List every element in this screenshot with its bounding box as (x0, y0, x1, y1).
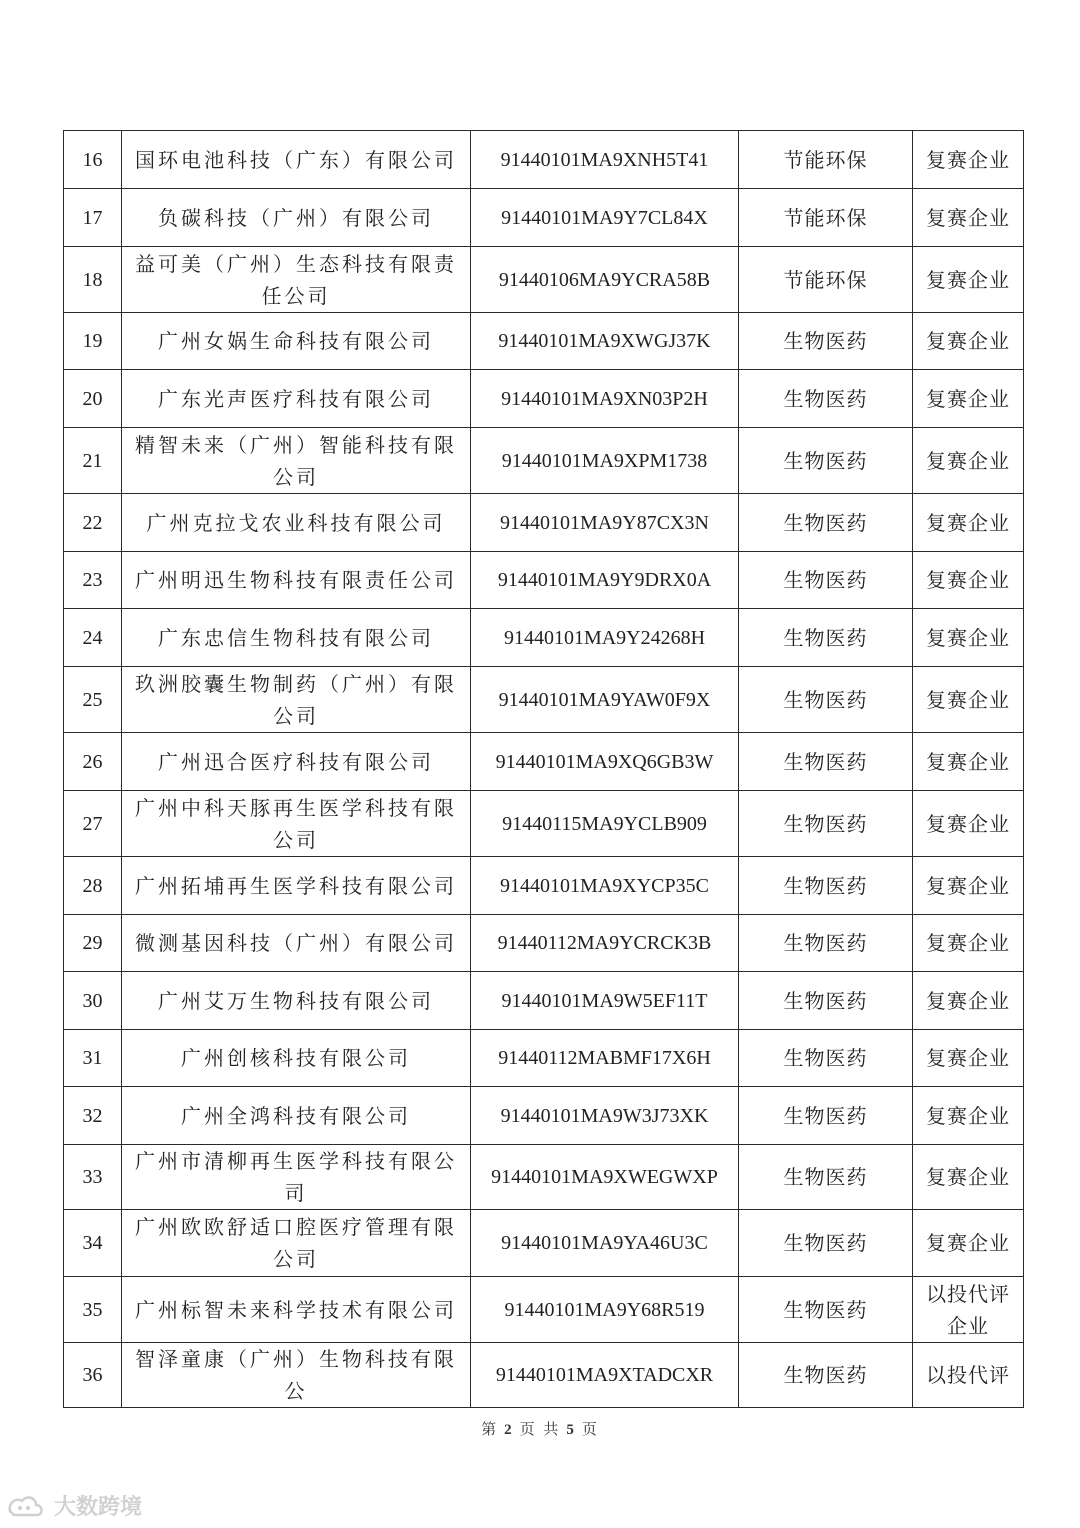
industry-field: 生物医药 (739, 1277, 913, 1343)
footer-prefix: 第 (481, 1420, 499, 1438)
company-name: 广州女娲生命科技有限公司 (122, 313, 471, 370)
industry-field: 生物医药 (739, 370, 913, 428)
status-cell: 复赛企业 (913, 428, 1024, 494)
company-name: 广州中科天豚再生医学科技有限公司 (122, 791, 471, 857)
credit-code: 91440101MA9Y87CX3N (471, 494, 739, 552)
credit-code: 91440101MA9YA46U3C (471, 1210, 739, 1277)
table-row (64, 972, 1024, 1030)
status-cell: 复赛企业 (913, 1087, 1024, 1145)
table-row (64, 1087, 1024, 1145)
row-number: 30 (64, 972, 122, 1030)
row-number: 25 (64, 667, 122, 733)
industry-field: 生物医药 (739, 494, 913, 552)
row-number: 36 (64, 1343, 122, 1408)
status-cell: 复赛企业 (913, 189, 1024, 247)
company-name: 广州创核科技有限公司 (122, 1030, 471, 1087)
company-name: 精智未来（广州）智能科技有限公司 (122, 428, 471, 494)
row-number: 18 (64, 247, 122, 313)
industry-field: 生物医药 (739, 857, 913, 915)
row-number: 17 (64, 189, 122, 247)
credit-code: 91440101MA9XPM1738 (471, 428, 739, 494)
credit-code: 91440101MA9YAW0F9X (471, 667, 739, 733)
row-number: 28 (64, 857, 122, 915)
credit-code: 91440101MA9W5EF11T (471, 972, 739, 1030)
status-cell: 复赛企业 (913, 857, 1024, 915)
row-number: 22 (64, 494, 122, 552)
row-number: 27 (64, 791, 122, 857)
status-cell: 复赛企业 (913, 1145, 1024, 1210)
industry-field: 生物医药 (739, 915, 913, 972)
status-cell: 复赛企业 (913, 609, 1024, 667)
table-row (64, 370, 1024, 428)
industry-field: 生物医药 (739, 1030, 913, 1087)
table-row (64, 1210, 1024, 1277)
credit-code: 91440101MA9XN03P2H (471, 370, 739, 428)
status-cell: 复赛企业 (913, 915, 1024, 972)
row-number: 32 (64, 1087, 122, 1145)
credit-code: 91440101MA9Y7CL84X (471, 189, 739, 247)
company-name: 负碳科技（广州）有限公司 (122, 189, 471, 247)
industry-field: 生物医药 (739, 1343, 913, 1408)
table-row (64, 247, 1024, 313)
credit-code: 91440101MA9XWGJ37K (471, 313, 739, 370)
credit-code: 91440112MA9YCRCK3B (471, 915, 739, 972)
company-name: 广州市清柳再生医学科技有限公司 (122, 1145, 471, 1210)
row-number: 19 (64, 313, 122, 370)
row-number: 20 (64, 370, 122, 428)
row-number: 33 (64, 1145, 122, 1210)
table-row (64, 609, 1024, 667)
company-name: 广州拓埔再生医学科技有限公司 (122, 857, 471, 915)
page-footer (0, 1418, 1080, 1439)
table-row (64, 552, 1024, 609)
table-row (64, 733, 1024, 791)
industry-field: 生物医药 (739, 733, 913, 791)
industry-field: 生物医药 (739, 791, 913, 857)
row-number: 21 (64, 428, 122, 494)
credit-code: 91440106MA9YCRA58B (471, 247, 739, 313)
industry-field: 生物医药 (739, 1210, 913, 1277)
status-cell: 复赛企业 (913, 972, 1024, 1030)
watermark (6, 1490, 142, 1521)
table-row (64, 313, 1024, 370)
row-number: 31 (64, 1030, 122, 1087)
company-name: 广州欧欧舒适口腔医疗管理有限公司 (122, 1210, 471, 1277)
company-name: 玖洲胶囊生物制药（广州）有限公司 (122, 667, 471, 733)
industry-field: 生物医药 (739, 609, 913, 667)
credit-code: 91440115MA9YCLB909 (471, 791, 739, 857)
status-cell: 复赛企业 (913, 131, 1024, 189)
row-number: 23 (64, 552, 122, 609)
industry-field: 生物医药 (739, 667, 913, 733)
status-cell: 复赛企业 (913, 552, 1024, 609)
company-name: 广州克拉戈农业科技有限公司 (122, 494, 471, 552)
industry-field: 生物医药 (739, 313, 913, 370)
industry-field: 生物医药 (739, 1087, 913, 1145)
status-cell: 以投代评企业 (913, 1277, 1024, 1343)
industry-field: 节能环保 (739, 189, 913, 247)
status-cell: 复赛企业 (913, 1210, 1024, 1277)
status-cell: 以投代评 (913, 1343, 1024, 1408)
table-row (64, 1277, 1024, 1343)
table-row (64, 667, 1024, 733)
credit-code: 91440101MA9Y24268H (471, 609, 739, 667)
industry-field: 节能环保 (739, 131, 913, 189)
footer-suffix: 页 (581, 1420, 599, 1438)
company-name: 智泽童康（广州）生物科技有限公 (122, 1343, 471, 1408)
industry-field: 生物医药 (739, 428, 913, 494)
footer-page-number: 2 (504, 1422, 514, 1438)
industry-field: 生物医药 (739, 1145, 913, 1210)
table-row (64, 428, 1024, 494)
company-table (63, 130, 1024, 1408)
company-name: 广东忠信生物科技有限公司 (122, 609, 471, 667)
status-cell: 复赛企业 (913, 1030, 1024, 1087)
table-row (64, 494, 1024, 552)
table-body (64, 131, 1024, 1408)
watermark-text: 大数跨境 (54, 1495, 143, 1520)
row-number: 29 (64, 915, 122, 972)
credit-code: 91440101MA9XQ6GB3W (471, 733, 739, 791)
credit-code: 91440101MA9W3J73XK (471, 1087, 739, 1145)
row-number: 26 (64, 733, 122, 791)
credit-code: 91440101MA9XWEGWXP (471, 1145, 739, 1210)
row-number: 16 (64, 131, 122, 189)
status-cell: 复赛企业 (913, 313, 1024, 370)
table-row (64, 791, 1024, 857)
status-cell: 复赛企业 (913, 733, 1024, 791)
company-name: 国环电池科技（广东）有限公司 (122, 131, 471, 189)
row-number: 35 (64, 1277, 122, 1343)
table-row (64, 915, 1024, 972)
credit-code: 91440101MA9XNH5T41 (471, 131, 739, 189)
table-row (64, 1343, 1024, 1408)
industry-field: 生物医药 (739, 972, 913, 1030)
credit-code: 91440101MA9Y68R519 (471, 1277, 739, 1343)
credit-code: 91440101MA9XTADCXR (471, 1343, 739, 1408)
credit-code: 91440112MABMF17X6H (471, 1030, 739, 1087)
footer-mid: 页 共 (519, 1420, 561, 1438)
company-name: 广州全鸿科技有限公司 (122, 1087, 471, 1145)
industry-field: 生物医药 (739, 552, 913, 609)
table-row (64, 857, 1024, 915)
industry-field: 节能环保 (739, 247, 913, 313)
status-cell: 复赛企业 (913, 247, 1024, 313)
row-number: 24 (64, 609, 122, 667)
status-cell: 复赛企业 (913, 667, 1024, 733)
brand-logo-icon (6, 1493, 50, 1519)
footer-total-pages: 5 (566, 1422, 576, 1438)
company-name: 广州标智未来科学技术有限公司 (122, 1277, 471, 1343)
table-row (64, 1145, 1024, 1210)
company-name: 广州迅合医疗科技有限公司 (122, 733, 471, 791)
status-cell: 复赛企业 (913, 494, 1024, 552)
table-row (64, 1030, 1024, 1087)
credit-code: 91440101MA9Y9DRX0A (471, 552, 739, 609)
status-cell: 复赛企业 (913, 791, 1024, 857)
company-name: 广州明迅生物科技有限责任公司 (122, 552, 471, 609)
company-name: 微测基因科技（广州）有限公司 (122, 915, 471, 972)
credit-code: 91440101MA9XYCP35C (471, 857, 739, 915)
table-row (64, 131, 1024, 189)
status-cell: 复赛企业 (913, 370, 1024, 428)
table-row (64, 189, 1024, 247)
company-name: 广东光声医疗科技有限公司 (122, 370, 471, 428)
company-name: 益可美（广州）生态科技有限责任公司 (122, 247, 471, 313)
company-name: 广州艾万生物科技有限公司 (122, 972, 471, 1030)
row-number: 34 (64, 1210, 122, 1277)
